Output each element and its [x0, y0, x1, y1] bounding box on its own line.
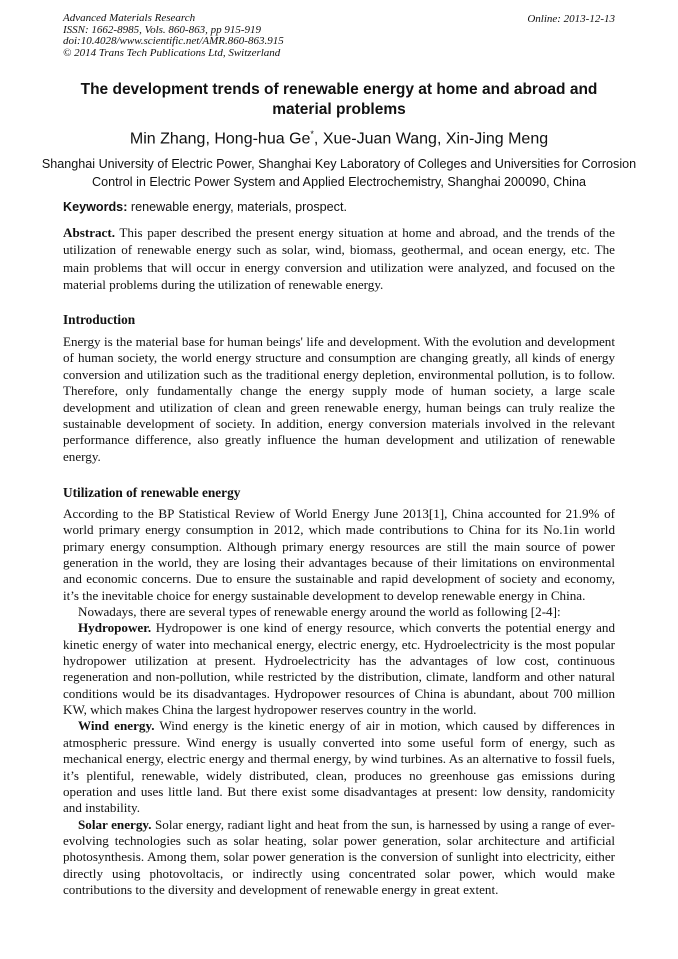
- affiliation: Shanghai University of Electric Power, Shanghai Key Laboratory of Colleges and Universities for Corrosion Control in Electric Power System and Applied Electrochemistry, Shanghai 200090, China: [41, 157, 637, 189]
- paper-title: The development trends of renewable energy at home and abroad and material problems: [80, 81, 598, 118]
- corresponding-mark: *: [310, 129, 314, 139]
- hydropower-paragraph: [63, 620, 615, 718]
- abstract: [63, 224, 615, 293]
- utilization-paragraph-2: Nowadays, there are several types of renewable energy around the world as following [2-4]:: [78, 604, 561, 620]
- doi: doi:10.4028/www.scientific.net/AMR.860-863.915: [63, 35, 284, 48]
- authors-part1: Min Zhang, Hong-hua Ge: [129, 130, 311, 148]
- wind-paragraph: [63, 718, 615, 816]
- authors: [40, 129, 638, 148]
- keywords-text: renewable energy, materials, prospect.: [127, 200, 347, 214]
- solar-text: Solar energy, radiant light and heat from the sun, is harnessed by using a range of ever-evolving technologies such as solar heating, solar power generation, solar architecture and artificial photosynthesis. Among them, solar power generation is the conversion of sunlight into electricity, either directly using photovoltacis, or indirectly using concentrated solar power, which would make contributions to the diversity and development of renewable energy in great extent.: [63, 816, 615, 897]
- solar-paragraph: [63, 817, 615, 899]
- copyright: © 2014 Trans Tech Publications Ltd, Switzerland: [63, 46, 281, 59]
- journal-header: [63, 13, 284, 59]
- utilization-paragraph-1: According to the BP Statistical Review of World Energy June 2013[1], China accounted for 21.9% of world primary energy consumption in 2012, which made contributions to China for its No.1in world primary energy consumption. Although primary energy resources are still the main source of power generation in the world, they are losing their advantages because of their limitations on environmental and economic concerns. Due to ensure the sustainable and rapid development of society and economy, it’s the inevitable choice for energy sustainable development to develop renewable energy in China.: [63, 506, 615, 603]
- hydropower-label: Hydropower.: [78, 620, 152, 636]
- introduction-paragraph: Energy is the material base for human beings' life and development. With the evolution and development of human society, the world energy structure and consumption are changing greatly, all kinds of energy conversion and utilization such as the traditional energy depletion, environmental pollution, is to follow. Therefore, only fundamentally change the energy supply mode of human society, a large scale development and utilization of clean and green renewable energy, human beings can truly realize the sustainable development of society. In addition, energy conversion materials involved in the relevant performance difference, also greatly influence the human development and utilization of renewable energy.: [63, 334, 615, 464]
- abstract-text: This paper described the present energy situation at home and abroad, and the trends of the utilization of renewable energy such as solar, wind, biomass, geothermal, and ocean energy, etc. The main problems that will occur in energy conversion and utilization were analyzed, and focused on the material problems during the utilization of renewable energy.: [63, 225, 615, 292]
- online-date: Online: 2013-12-13: [527, 13, 615, 25]
- introduction-section: [63, 334, 615, 465]
- utilization-heading: Utilization of renewable energy: [63, 485, 241, 500]
- keywords: [63, 200, 347, 214]
- authors-part2: , Xue-Juan Wang, Xin-Jing Meng: [313, 130, 549, 148]
- keywords-label: Keywords:: [63, 200, 128, 214]
- abstract-label: Abstract.: [63, 225, 115, 240]
- utilization-section: [63, 506, 615, 898]
- wind-text: Wind energy is the kinetic energy of air in motion, which caused by differences in atmospheric pressure. Wind energy is usually converted into some useful form of energy, such as mechanical energy, electric energy and thermal energy, by wind turbines. As an alternative to fossil fuels, it’s plentiful, renewable, widely distributed, clean, produces no greenhouse gas emissions during operation and uses little land. But there exist some disadvantages at present: low density, randomicity and instability.: [63, 718, 615, 816]
- introduction-heading: Introduction: [63, 312, 136, 327]
- journal-name: Advanced Materials Research: [63, 12, 196, 24]
- issn: ISSN: 1662-8985, Vols. 860-863, pp 915-919: [63, 23, 261, 36]
- wind-label: Wind energy.: [78, 718, 155, 734]
- hydropower-text: Hydropower is one kind of energy resource, which converts the potential energy and kinetic energy of water into mechanical energy, electric energy, etc. Hydroelectricity is the most popular hydropower utilization at present. Hydroelectricity has the advantages of low cost, continuous regeneration and non-pollution, while restricted by the distribution, climate, landform and other natural conditions would be its disadvantages. Hydropower resources of China is abundant, about 700 million KW, which makes China the largest hydropower reserves country in the world.: [63, 620, 615, 718]
- solar-label: Solar energy.: [78, 816, 152, 832]
